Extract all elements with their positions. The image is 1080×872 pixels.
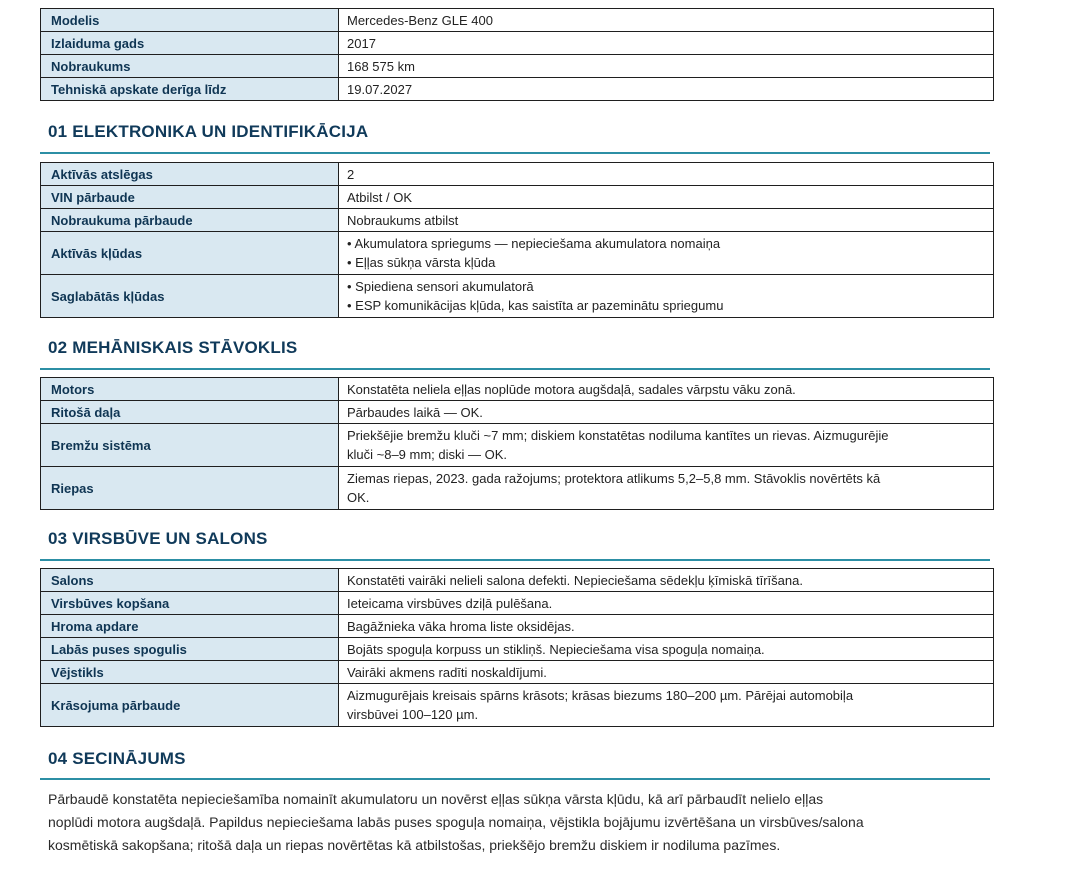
value-line: kluči ~8–9 mm; diski — OK. [347, 447, 508, 462]
mechanical-table [40, 377, 994, 510]
row-label: Vējstikls [41, 661, 339, 684]
section-divider [40, 152, 990, 154]
row-label: Saglabātās kļūdas [41, 275, 339, 318]
row-value [339, 569, 994, 592]
table-row [41, 684, 994, 727]
table-row [41, 638, 994, 661]
row-value [339, 592, 994, 615]
section-divider [40, 559, 990, 561]
row-value: 2017 [339, 32, 994, 55]
row-value [339, 186, 994, 209]
row-value [339, 467, 994, 510]
value-line: Ziemas riepas, 2023. gada ražojums; protektora atlikums 5,2–5,8 mm. Stāvoklis novērtēts kā [347, 471, 881, 486]
table-row [41, 78, 994, 101]
row-label: Motors [41, 378, 339, 401]
row-label: Labās puses spogulis [41, 638, 339, 661]
value-line: Priekšējie bremžu kluči ~7 mm; diskiem konstatētas nodiluma kantītes un rievas. Aizmugurējie [347, 428, 889, 443]
row-value [339, 638, 994, 661]
conclusion-line: Pārbaudē konstatēta nepieciešamība nomainīt akumulatoru un novērst eļļas sūkņa vārsta kļūdu, kā arī pārbaudīt nelielo eļļas [48, 791, 824, 807]
row-label: Riepas [41, 467, 339, 510]
table-row [41, 615, 994, 638]
row-value [339, 615, 994, 638]
row-value [339, 424, 994, 467]
row-label: Krāsojuma pārbaude [41, 684, 339, 727]
value-line: Nobraukums atbilst [347, 212, 459, 228]
row-label: Nobraukums [41, 55, 339, 78]
table-row [41, 209, 994, 232]
table-row [41, 378, 994, 401]
value-line: Bagāžnieka vāka hroma liste oksidējas. [347, 618, 575, 634]
row-value: Mercedes-Benz GLE 400 [339, 9, 994, 32]
section-title-electronics: 01 ELEKTRONIKA UN IDENTIFIKĀCIJA [48, 122, 369, 141]
value-line: • Spiediena sensori akumulatorā [347, 279, 534, 294]
table-row [41, 592, 994, 615]
table-row [41, 9, 994, 32]
value-line: Bojāts spoguļa korpuss un stikliņš. Nepieciešama visa spoguļa nomaiņa. [347, 641, 765, 657]
row-value [339, 209, 994, 232]
value-line: Vairāki akmens radīti noskaldījumi. [347, 664, 547, 680]
conclusion-text [48, 788, 993, 857]
row-value: 168 575 km [339, 55, 994, 78]
value-line: Aizmugurējais kreisais spārns krāsots; krāsas biezums 180–200 µm. Pārējai automobiļa [347, 688, 854, 703]
table-row [41, 186, 994, 209]
row-value [339, 401, 994, 424]
value-line: • Akumulatora spriegums — nepieciešama akumulatora nomaiņa [347, 236, 721, 251]
table-row [41, 163, 994, 186]
conclusion-line: noplūdi motora augšdaļā. Papildus nepieciešama labās puses spoguļa nomaiņa, vējstikla bojājumu izvērtēšana un virsbūves/salona [48, 814, 864, 830]
row-value [339, 378, 994, 401]
value-line: Atbilst / OK [347, 189, 413, 205]
table-row [41, 569, 994, 592]
value-line: virsbūvei 100–120 µm. [347, 707, 479, 722]
section-divider [40, 778, 990, 780]
row-value [339, 275, 994, 318]
row-label: Izlaiduma gads [41, 32, 339, 55]
table-row [41, 661, 994, 684]
row-value [339, 661, 994, 684]
body-interior-table [40, 568, 994, 727]
section-divider [40, 368, 990, 370]
conclusion-line: kosmētiskā sakopšana; ritošā daļa un riepas novērtētas kā atbilstošas, priekšējo bremžu diskiem ir nodiluma pazīmes. [48, 837, 781, 853]
row-value [339, 684, 994, 727]
row-label: VIN pārbaude [41, 186, 339, 209]
table-row [41, 32, 994, 55]
row-label: Modelis [41, 9, 339, 32]
row-value [339, 232, 994, 275]
table-row [41, 275, 994, 318]
summary-table [40, 8, 994, 101]
electronics-table [40, 162, 994, 318]
value-line: Ieteicama virsbūves dziļā pulēšana. [347, 595, 553, 611]
row-value [339, 163, 994, 186]
value-line: Konstatēti vairāki nelieli salona defekti. Nepieciešama sēdekļu ķīmiskā tīrīšana. [347, 572, 803, 588]
row-label: Virsbūves kopšana [41, 592, 339, 615]
table-row [41, 55, 994, 78]
value-line: • Eļļas sūkņa vārsta kļūda [347, 255, 496, 270]
row-label: Aktīvās atslēgas [41, 163, 339, 186]
row-label: Bremžu sistēma [41, 424, 339, 467]
table-row [41, 424, 994, 467]
section-title-mechanical: 02 MEHĀNISKAIS STĀVOKLIS [48, 338, 298, 357]
value-line: OK. [347, 490, 370, 505]
value-line: 2 [347, 166, 355, 182]
table-row [41, 467, 994, 510]
row-label: Ritošā daļa [41, 401, 339, 424]
table-row [41, 232, 994, 275]
section-title-body-interior: 03 VIRSBŪVE UN SALONS [48, 529, 268, 548]
value-line: Pārbaudes laikā — OK. [347, 404, 483, 420]
row-label: Tehniskā apskate derīga līdz [41, 78, 339, 101]
value-line: • ESP komunikācijas kļūda, kas saistīta ar pazeminātu spriegumu [347, 298, 724, 313]
row-label: Hroma apdare [41, 615, 339, 638]
row-label: Nobraukuma pārbaude [41, 209, 339, 232]
section-title-conclusion: 04 SECINĀJUMS [48, 749, 186, 768]
table-row [41, 401, 994, 424]
row-value: 19.07.2027 [339, 78, 994, 101]
row-label: Aktīvās kļūdas [41, 232, 339, 275]
value-line: Konstatēta neliela eļļas noplūde motora augšdaļā, sadales vārpstu vāku zonā. [347, 381, 796, 397]
row-label: Salons [41, 569, 339, 592]
